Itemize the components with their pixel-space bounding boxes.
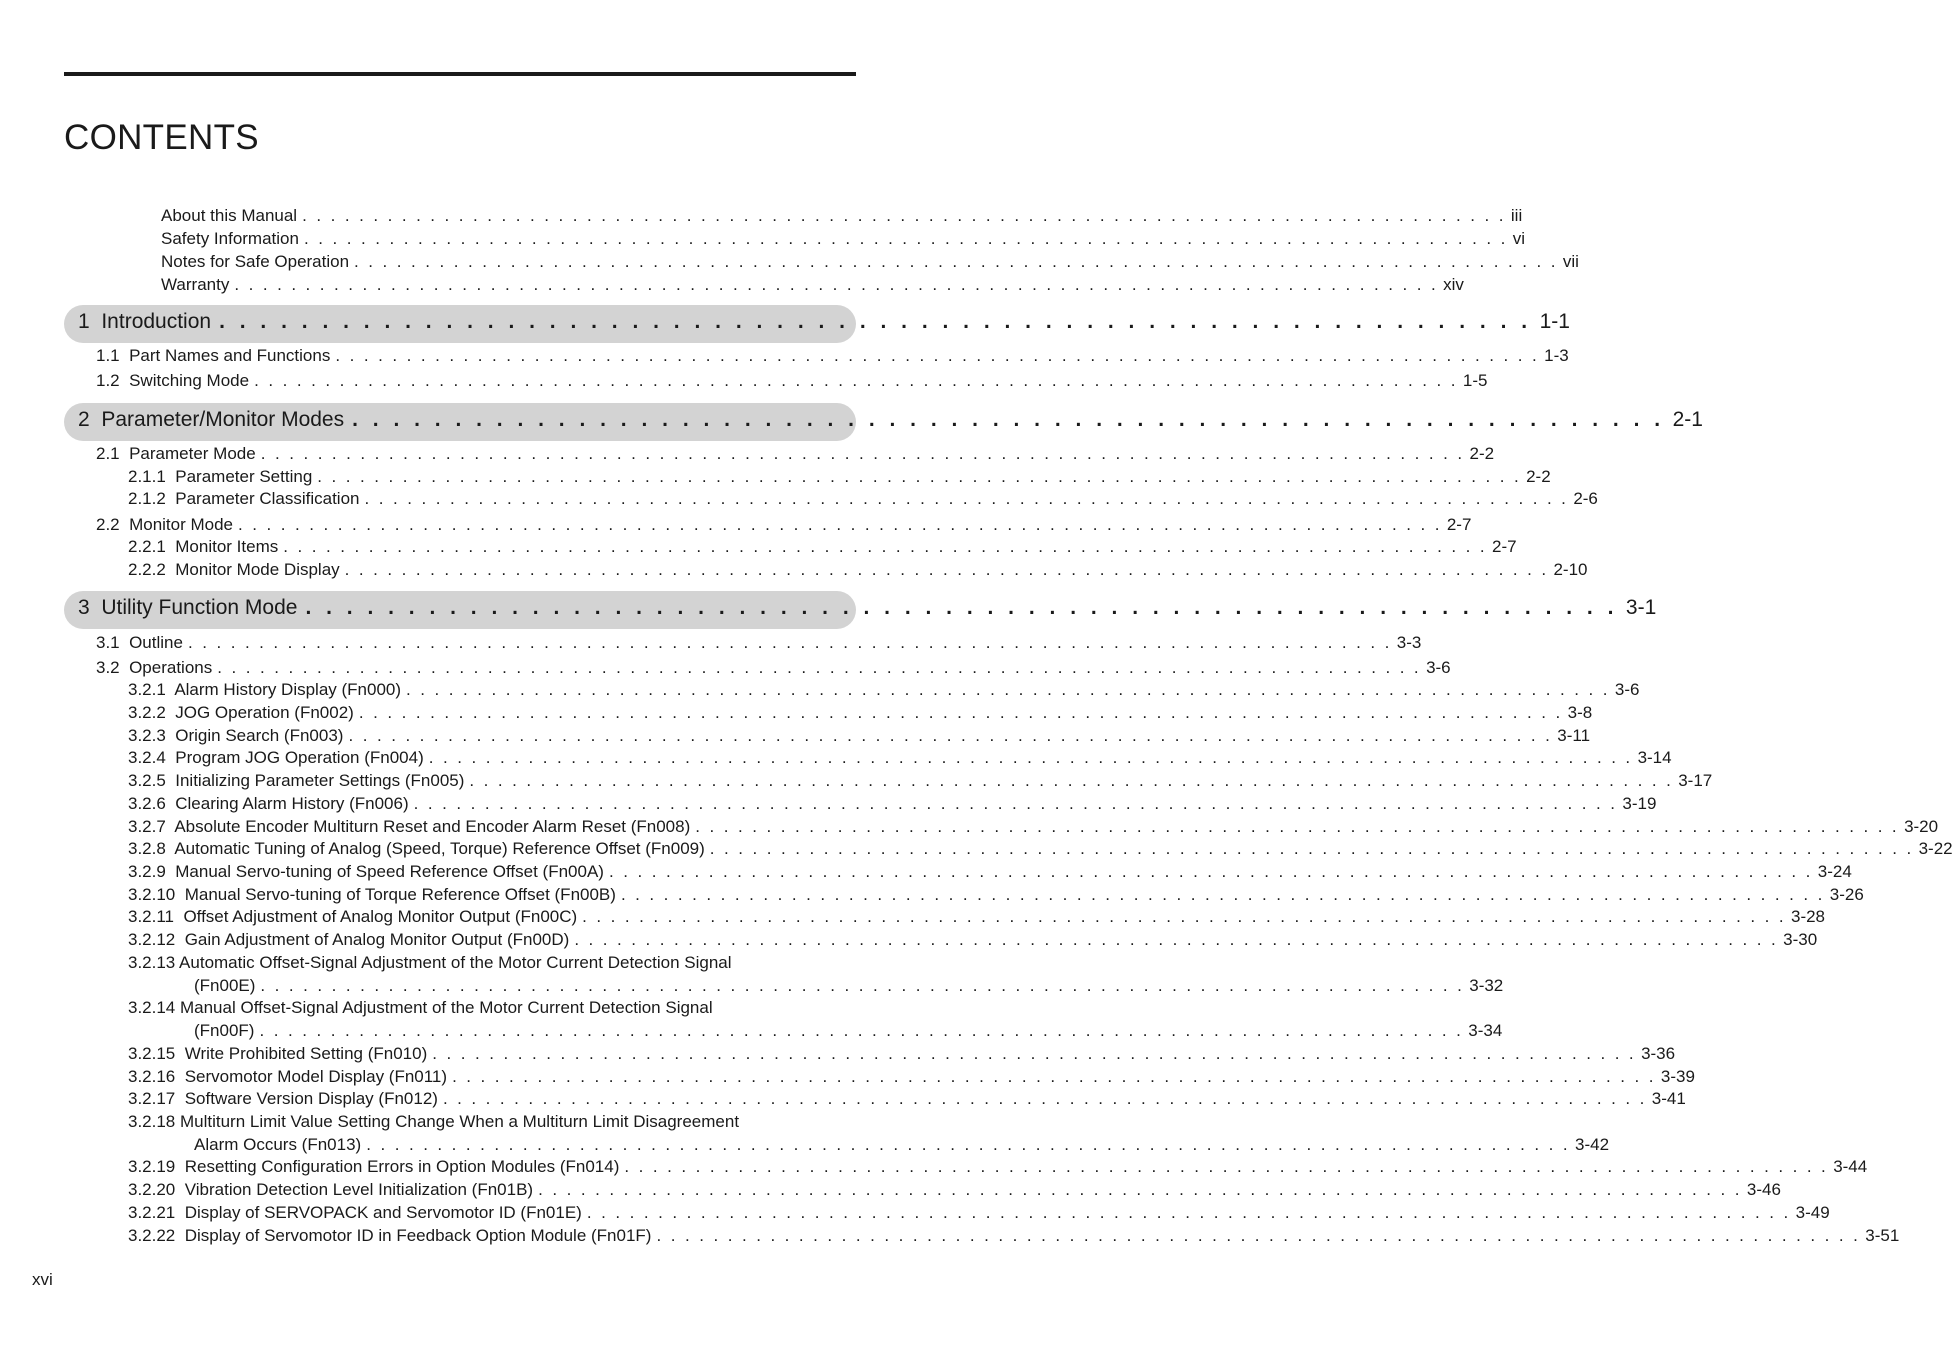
page-number: xvi	[32, 1270, 53, 1289]
toc-entry-page: 3-6	[1614, 680, 1640, 699]
toc-entry-warranty[interactable]	[161, 274, 1464, 296]
toc-entry-text: 3.2.15 Write Prohibited Setting (Fn010)	[128, 1044, 428, 1063]
toc-entry[interactable]	[128, 702, 1593, 724]
dot-leader: . . . . . . . . . . . . . . . . . . . . . . . . . . . . . . . . . . . . . . . . . . . . . . . . . . . . . . . . . . . . . . . . . . . . . . . . . . . . . . . . . . . . .	[469, 771, 1674, 790]
toc-entry[interactable]	[128, 1202, 1830, 1224]
toc-entry-page: vi	[1512, 229, 1526, 248]
dot-leader: . . . . . . . . . . . . . . . . . . . . . . . . . . . . . . . . . . . . . . . . . . . . . . . . . . . . . . . . . . . . . . . . . . . . . . . . . . . . . . . . . . . . .	[283, 537, 1488, 556]
toc-entry-page: 3-28	[1790, 907, 1826, 926]
toc-entry-text: 3.2.11 Offset Adjustment of Analog Monitor Output (Fn00C)	[128, 907, 578, 926]
toc-entry-text: 3.2.22 Display of Servomotor ID in Feedback Option Module (Fn01F)	[128, 1226, 652, 1245]
toc-entry[interactable]	[194, 1020, 1503, 1042]
toc-entry[interactable]	[96, 514, 1472, 536]
dot-leader: . . . . . . . . . . . . . . . . . . . . . . . . . . . . . . . . . . . . . . . . . . . . . . . . . . . . . . . . . . . . . . . . . . . . . . . . . . . . . . . . . . . . .	[238, 515, 1442, 534]
toc-entry-text: 3.2.16 Servomotor Model Display (Fn011)	[128, 1067, 448, 1086]
dot-leader: . . . . . . . . . . . . . . . . . . . . . . . . . . . . . . . . . . . . . . . . . . . . . . . . . . . . . . . . . . . . . . . . . . . . . . . . . . . . . . . . . . . . .	[656, 1226, 1861, 1245]
toc-entry-text: 2.1.1 Parameter Setting	[128, 467, 313, 486]
toc-entry-page: 2-6	[1573, 489, 1598, 508]
toc-entry-text: 2.2.2 Monitor Mode Display	[128, 560, 340, 579]
dot-leader: . . . . . . . . . . . . . . . . . . . . . . . . . . . . . . . . . . . . . . . . . . . . . . . . . . . . . . . . . . . . . . . . . . . . . . . . . . . . . . . . . . . . .	[260, 976, 1465, 995]
toc-entry[interactable]	[128, 1156, 1868, 1178]
dot-leader: . . . . . . . . . . . . . . . . . . . . . . . . . . . . . . . . . . . . . . . . . . . . . . . . . . . . . . . . . . . . . . . .	[305, 596, 1618, 619]
toc-entry[interactable]	[96, 370, 1488, 392]
toc-entry-text: Notes for Safe Operation	[161, 252, 350, 271]
toc-entry-page: iii	[1510, 206, 1523, 225]
chapter-heading-2[interactable]	[78, 407, 1703, 433]
toc-entry[interactable]	[128, 861, 1852, 883]
toc-entry-page: 3-26	[1829, 885, 1864, 904]
chapter-title: 1 Introduction	[78, 310, 212, 333]
toc-entry[interactable]	[128, 725, 1591, 747]
dot-leader: . . . . . . . . . . . . . . . . . . . . . . . . . . . . . . . . . . . . . . . . . . . . . . . . . . . . . . . . . . . . . . . . . . . . . . . . . . . . . . . . . . . . .	[709, 839, 1914, 858]
toc-entry[interactable]	[128, 1179, 1781, 1201]
toc-entry-page: 3-17	[1678, 771, 1713, 790]
dot-leader: . . . . . . . . . . . . . . . . . . . . . . . . . . . . . . . . . . . . . . . . . . . . . . . . . . . . . . . . . . . . . . . .	[352, 408, 1665, 431]
toc-entry-text: 3.2.18 Multiturn Limit Value Setting Change When a Multiturn Limit Disagreement	[128, 1112, 740, 1131]
toc-entry-text: 2.1 Parameter Mode	[96, 444, 256, 463]
toc-entry-notes-safe-operation[interactable]	[161, 251, 1579, 273]
chapter-page: 3-1	[1625, 596, 1657, 619]
toc-entry-text: About this Manual	[161, 206, 298, 225]
chapter-page: 1-1	[1539, 310, 1570, 333]
toc-entry[interactable]	[128, 466, 1551, 488]
dot-leader: . . . . . . . . . . . . . . . . . . . . . . . . . . . . . . . . . . . . . . . . . . . . . . . . . . . . . . . . . . . . . . . . . . . . . . . . . . . . . . . . . . . . .	[608, 862, 1813, 881]
toc-entry[interactable]	[96, 657, 1451, 679]
toc-entry-page: 3-41	[1651, 1089, 1686, 1108]
toc-entry-page: 3-11	[1557, 726, 1591, 745]
toc-entry-page: 3-20	[1904, 817, 1939, 836]
toc-entry-page: xiv	[1443, 275, 1464, 294]
toc-entry-text: 3.1 Outline	[96, 633, 183, 652]
toc-entry-text: 3.2.21 Display of SERVOPACK and Servomotor ID (Fn01E)	[128, 1203, 582, 1222]
dot-leader: . . . . . . . . . . . . . . . . . . . . . . . . . . . . . . . . . . . . . . . . . . . . . . . . . . . . . . . . . . . . . . . . . . . . . . . . . . . . . . . . . . . . .	[406, 680, 1610, 699]
dot-leader: . . . . . . . . . . . . . . . . . . . . . . . . . . . . . . . . . . . . . . . . . . . . . . . . . . . . . . . . . . . . . . . . . . . . . . . . . . . . . . . . . . . . .	[582, 907, 1786, 926]
toc-entry-page: 3-49	[1795, 1203, 1830, 1222]
toc-entry-page: 3-46	[1746, 1180, 1781, 1199]
toc-entry[interactable]	[96, 443, 1495, 465]
toc-entry-page: 2-10	[1553, 560, 1588, 579]
dot-leader: . . . . . . . . . . . . . . . . . . . . . . . . . . . . . . . . . . . . . . . . . . . . . . . . . . . . . . . . . . . . . . . . . . . . . . . . . . . . . . . . . . . . .	[317, 467, 1522, 486]
toc-entry-page: 3-34	[1468, 1021, 1503, 1040]
toc-entry-continuation: Alarm Occurs (Fn013)	[194, 1135, 362, 1154]
dot-leader: . . . . . . . . . . . . . . . . . . . . . . . . . . . . . . . . . . . . . . . . . . . . . . . . . . . . . . . . . . . . . . . . . . . . . . . . . . . . . . . . . . . . .	[574, 930, 1779, 949]
dot-leader: . . . . . . . . . . . . . . . . . . . . . . . . . . . . . . . . . . . . . . . . . . . . . . . . . . . . . . . . . . . . . . . . . . . . . . . . . . . . . . . . . . . . .	[303, 229, 1508, 248]
toc-entry-continuation: (Fn00E)	[194, 976, 256, 995]
dot-leader: . . . . . . . . . . . . . . . . . . . . . . . . . . . . . . . . . . . . . . . . . . . . . . . . . . . . . . . . . . . . . . . . . . . . . . . . . . . . . . . . . . . . .	[624, 1157, 1829, 1176]
toc-entry-page: 3-6	[1426, 658, 1451, 677]
toc-entry-text: 3.2 Operations	[96, 658, 213, 677]
dot-leader: . . . . . . . . . . . . . . . . . . . . . . . . . . . . . . . . . . . . . . . . . . . . . . . . . . . . . . . . . . . . . . . . . . . . . . . . . . . . . . . . . . . . .	[348, 726, 1553, 745]
toc-entry-text: 3.2.1 Alarm History Display (Fn000)	[128, 680, 402, 699]
toc-entry-text: 3.2.3 Origin Search (Fn003)	[128, 726, 344, 745]
toc-entry-page: 3-51	[1865, 1226, 1900, 1245]
toc-entry-page: 3-42	[1575, 1135, 1610, 1154]
dot-leader: . . . . . . . . . . . . . . . . . . . . . . . . . . . . . . . . . . . . . . . . . . . . . . . . . . . . . . . . . . . . . . . . . . . . . . . . . . . . . . . . . . . . .	[452, 1067, 1656, 1086]
toc-entry[interactable]	[96, 345, 1569, 367]
dot-leader: . . . . . . . . . . . . . . . . . . . . . . . . . . . . . . . . . . . . . . . . . . . . . . . . . . . . . . . . . . . . . . . . . . . . . . . . . . . . . . . . . . . . .	[344, 560, 1549, 579]
toc-entry[interactable]	[128, 559, 1588, 581]
toc-entry-text: 3.2.7 Absolute Encoder Multiturn Reset and Encoder Alarm Reset (Fn008)	[128, 817, 691, 836]
dot-leader: . . . . . . . . . . . . . . . . . . . . . . . . . . . . . . . . . . . . . . . . . . . . . . . . . . . . . . . . . . . . . . . . . . . . . . . . . . . . . . . . . . . . .	[432, 1044, 1637, 1063]
dot-leader: . . . . . . . . . . . . . . . . . . . . . . . . . . . . . . . . . . . . . . . . . . . . . . . . . . . . . . . . . . . . . . . . . . . . . . . . . . . . . . . . . . . . .	[234, 275, 1439, 294]
toc-entry-page: 3-19	[1622, 794, 1657, 813]
toc-entry[interactable]	[128, 488, 1598, 510]
toc-entry-text: 3.2.8 Automatic Tuning of Analog (Speed, Torque) Reference Offset (Fn009)	[128, 839, 705, 858]
dot-leader: . . . . . . . . . . . . . . . . . . . . . . . . . . . . . . . . . . . . . . . . . . . . . . . . . . . . . . . . . . . . . . . . . . . . . . . . . . . . . . . . . . . . .	[364, 489, 1569, 508]
dot-leader: . . . . . . . . . . . . . . . . . . . . . . . . . . . . . . . . . . . . . . . . . . . . . . . . . . . . . . . . . . . . . . . . . . . . . . . . . . . . . . . . . . . . .	[358, 703, 1563, 722]
dot-leader: . . . . . . . . . . . . . . . . . . . . . . . . . . . . . . . . . . . . . . . . . . . . . . . . . . . . . . . . . . . . . . . . . . . . . . . . . . . . . . . . . . . . .	[260, 444, 1465, 463]
toc-entry-text: 3.2.20 Vibration Detection Level Initialization (Fn01B)	[128, 1180, 534, 1199]
toc-entry-page: vii	[1562, 252, 1579, 271]
toc-entry-page: 2-2	[1469, 444, 1495, 463]
toc-entry-page: 3-39	[1660, 1067, 1695, 1086]
toc-entry[interactable]	[128, 679, 1640, 701]
chapter-heading-3[interactable]	[78, 595, 1657, 621]
toc-entry-page: 3-14	[1637, 748, 1672, 767]
dot-leader: . . . . . . . . . . . . . . . . . . . . . . . . . . . . . . . . . . . . . . . . . . . . . . . . . . . . . . . . . . . . . . . . . . . . . . . . . . . . . . . . . . . . .	[428, 748, 1633, 767]
dot-leader: . . . . . . . . . . . . . . . . . . . . . . . . . . . . . . . . . . . . . . . . . . . . . . . . . . . . . . . . . . . . . . . .	[219, 310, 1532, 333]
dot-leader: . . . . . . . . . . . . . . . . . . . . . . . . . . . . . . . . . . . . . . . . . . . . . . . . . . . . . . . . . . . . . . . . . . . . . . . . . . . . . . . . . . . . .	[217, 658, 1422, 677]
toc-entry[interactable]	[128, 838, 1953, 860]
toc-entry[interactable]	[128, 1088, 1686, 1110]
toc-entry[interactable]	[128, 816, 1939, 838]
dot-leader: . . . . . . . . . . . . . . . . . . . . . . . . . . . . . . . . . . . . . . . . . . . . . . . . . . . . . . . . . . . . . . . . . . . . . . . . . . . . . . . . . . . . .	[254, 371, 1458, 390]
toc-entry[interactable]	[194, 1134, 1610, 1156]
toc-entry[interactable]	[128, 1043, 1676, 1065]
dot-leader: . . . . . . . . . . . . . . . . . . . . . . . . . . . . . . . . . . . . . . . . . . . . . . . . . . . . . . . . . . . . . . . . . . . . . . . . . . . . . . . . . . . . .	[335, 346, 1540, 365]
dot-leader: . . . . . . . . . . . . . . . . . . . . . . . . . . . . . . . . . . . . . . . . . . . . . . . . . . . . . . . . . . . . . . . . . . . . . . . . . . . . . . . . . . . . .	[302, 206, 1506, 225]
toc-entry[interactable]	[128, 1066, 1695, 1088]
toc-entry[interactable]	[128, 1225, 1900, 1247]
toc-entry-page: 2-7	[1492, 537, 1517, 556]
toc-entry[interactable]	[128, 793, 1657, 815]
toc-entry-text: 2.2.1 Monitor Items	[128, 537, 279, 556]
dot-leader: . . . . . . . . . . . . . . . . . . . . . . . . . . . . . . . . . . . . . . . . . . . . . . . . . . . . . . . . . . . . . . . . . . . . . . . . . . . . . . . . . . . . .	[442, 1089, 1647, 1108]
toc-entry-page: 3-36	[1641, 1044, 1676, 1063]
dot-leader: . . . . . . . . . . . . . . . . . . . . . . . . . . . . . . . . . . . . . . . . . . . . . . . . . . . . . . . . . . . . . . . . . . . . . . . . . . . . . . . . . . . . .	[354, 252, 1558, 271]
toc-entry-text: 3.2.4 Program JOG Operation (Fn004)	[128, 748, 424, 767]
toc-entry-text: Warranty	[161, 275, 230, 294]
toc-entry-text: 3.2.5 Initializing Parameter Settings (Fn005)	[128, 771, 465, 790]
toc-entry-text: 3.2.13 Automatic Offset-Signal Adjustment of the Motor Current Detection Signal	[128, 953, 732, 972]
toc-entry-text: 1.1 Part Names and Functions	[96, 346, 331, 365]
top-rule	[64, 72, 856, 76]
toc-entry-page: 3-30	[1783, 930, 1818, 949]
toc-entry-page: 3-24	[1817, 862, 1852, 881]
toc-entry-safety-information[interactable]	[161, 228, 1526, 250]
toc-entry[interactable]	[128, 929, 1818, 951]
toc-entry-text: 3.2.19 Resetting Configuration Errors in Option Modules (Fn014)	[128, 1157, 620, 1176]
toc-entry-text: 3.2.6 Clearing Alarm History (Fn006)	[128, 794, 409, 813]
dot-leader: . . . . . . . . . . . . . . . . . . . . . . . . . . . . . . . . . . . . . . . . . . . . . . . . . . . . . . . . . . . . . . . . . . . . . . . . . . . . . . . . . . . . .	[366, 1135, 1571, 1154]
toc-entry-text: 1.2 Switching Mode	[96, 371, 250, 390]
dot-leader: . . . . . . . . . . . . . . . . . . . . . . . . . . . . . . . . . . . . . . . . . . . . . . . . . . . . . . . . . . . . . . . . . . . . . . . . . . . . . . . . . . . . .	[259, 1021, 1464, 1040]
page-title: CONTENTS	[64, 118, 259, 157]
toc-entry-page: 2-7	[1446, 515, 1472, 534]
toc-entry-text: 3.2.10 Manual Servo-tuning of Torque Reference Offset (Fn00B)	[128, 885, 616, 904]
toc-entry-page: 3-22	[1918, 839, 1953, 858]
dot-leader: . . . . . . . . . . . . . . . . . . . . . . . . . . . . . . . . . . . . . . . . . . . . . . . . . . . . . . . . . . . . . . . . . . . . . . . . . . . . . . . . . . . . .	[413, 794, 1618, 813]
toc-entry[interactable]	[128, 906, 1826, 928]
dot-leader: . . . . . . . . . . . . . . . . . . . . . . . . . . . . . . . . . . . . . . . . . . . . . . . . . . . . . . . . . . . . . . . . . . . . . . . . . . . . . . . . . . . . .	[187, 633, 1392, 652]
toc-entry[interactable]	[128, 770, 1713, 792]
dot-leader: . . . . . . . . . . . . . . . . . . . . . . . . . . . . . . . . . . . . . . . . . . . . . . . . . . . . . . . . . . . . . . . . . . . . . . . . . . . . . . . . . . . . .	[620, 885, 1825, 904]
dot-leader: . . . . . . . . . . . . . . . . . . . . . . . . . . . . . . . . . . . . . . . . . . . . . . . . . . . . . . . . . . . . . . . . . . . . . . . . . . . . . . . . . . . . .	[586, 1203, 1791, 1222]
toc-entry[interactable]	[96, 632, 1422, 654]
toc-entry-text: 3.2.2 JOG Operation (Fn002)	[128, 703, 354, 722]
toc-entry-text: 3.2.9 Manual Servo-tuning of Speed Reference Offset (Fn00A)	[128, 862, 604, 881]
toc-entry-page: 1-5	[1462, 371, 1488, 390]
toc-entry-about-manual[interactable]	[161, 205, 1523, 227]
chapter-page: 2-1	[1672, 408, 1703, 431]
chapter-title: 2 Parameter/Monitor Modes	[78, 408, 345, 431]
toc-entry-text: 3.2.14 Manual Offset-Signal Adjustment of the Motor Current Detection Signal	[128, 998, 713, 1017]
toc-entry-text: 2.1.2 Parameter Classification	[128, 489, 360, 508]
toc-entry[interactable]	[128, 884, 1864, 906]
toc-entry-text: Safety Information	[161, 229, 299, 248]
toc-entry[interactable]	[128, 747, 1672, 769]
toc-entry-page: 2-2	[1526, 467, 1551, 486]
dot-leader: . . . . . . . . . . . . . . . . . . . . . . . . . . . . . . . . . . . . . . . . . . . . . . . . . . . . . . . . . . . . . . . . . . . . . . . . . . . . . . . . . . . . .	[695, 817, 1900, 836]
chapter-heading-1[interactable]	[78, 309, 1570, 335]
toc-entry-page: 1-3	[1544, 346, 1569, 365]
toc-entry-text: 3.2.17 Software Version Display (Fn012)	[128, 1089, 438, 1108]
toc-entry[interactable]	[194, 975, 1504, 997]
toc-entry-continuation: (Fn00F)	[194, 1021, 255, 1040]
toc-entry-text: 2.2 Monitor Mode	[96, 515, 234, 534]
toc-entry-text: 3.2.12 Gain Adjustment of Analog Monitor Output (Fn00D)	[128, 930, 570, 949]
toc-entry-page: 3-8	[1567, 703, 1593, 722]
toc-entry-page: 3-3	[1396, 633, 1422, 652]
chapter-title: 3 Utility Function Mode	[78, 596, 298, 619]
dot-leader: . . . . . . . . . . . . . . . . . . . . . . . . . . . . . . . . . . . . . . . . . . . . . . . . . . . . . . . . . . . . . . . . . . . . . . . . . . . . . . . . . . . . .	[538, 1180, 1742, 1199]
toc-entry-page: 3-44	[1833, 1157, 1868, 1176]
toc-entry-page: 3-32	[1469, 976, 1504, 995]
toc-entry[interactable]	[128, 536, 1517, 558]
